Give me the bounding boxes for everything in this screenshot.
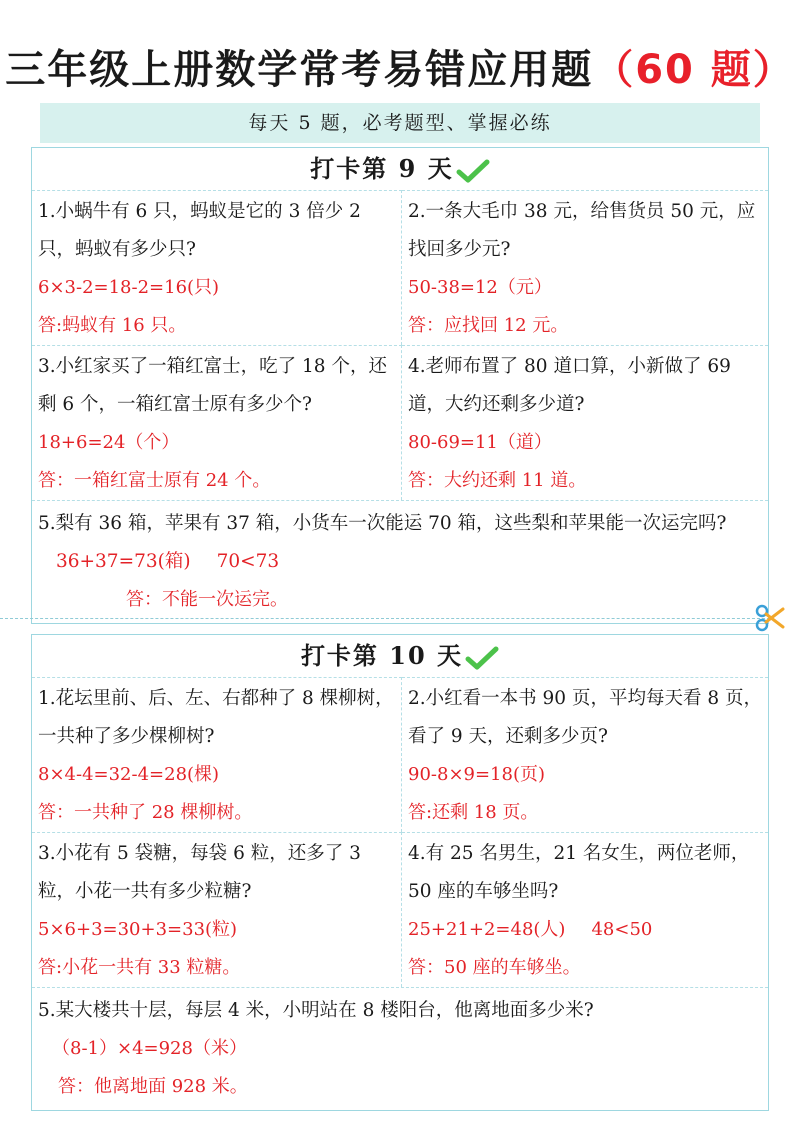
day-9-grid [32, 190, 768, 500]
cut-line [0, 618, 770, 619]
problem-1 [32, 677, 402, 832]
answer-text: 答：一共种了 28 棵柳树。 [38, 802, 253, 823]
day-10-card [31, 634, 769, 1111]
page-title [5, 47, 795, 93]
page-header [0, 38, 800, 95]
solution-text: 36+37=73(箱) [56, 551, 191, 572]
answer-text: 答：不能一次运完。 [126, 589, 288, 610]
problem-2 [402, 190, 768, 345]
problem-4 [402, 345, 768, 500]
day-10-heading [32, 635, 768, 677]
answer-text: 答：50 座的车够坐。 [408, 957, 581, 978]
solution-text: 90-8×9=18(页) [408, 764, 546, 785]
question-text: 2.一条大毛巾 38 元，给售货员 50 元，应找回多少元? [408, 201, 756, 260]
problem-5 [32, 500, 768, 623]
question-line [38, 505, 762, 581]
subtitle-banner: 每天 5 题，必考题型、掌握必练 [40, 103, 760, 143]
comparison-text: 48<50 [591, 919, 653, 940]
question-text: 3.小红家买了一箱红富士，吃了 18 个，还剩 6 个，一箱红富士原有多少个? [38, 356, 387, 415]
comparison-text: 70<73 [216, 551, 280, 572]
solution-text: 5×6+3=30+3=33(粒) [38, 919, 238, 940]
scissors-icon [754, 603, 786, 633]
problem-1 [32, 190, 402, 345]
answer-text: 答：一箱红富士原有 24 个。 [38, 470, 271, 491]
solution-text: 8×4-4=32-4=28(棵) [38, 764, 220, 785]
day-9-card [31, 147, 769, 624]
question-text: 4.有 25 名男生，21 名女生，两位老师，50 座的车够坐吗? [408, 843, 750, 902]
problem-3 [32, 345, 402, 500]
problem-5 [32, 987, 768, 1110]
question-text: 5.某大楼共十层，每层 4 米，小明站在 8 楼阳台，他离地面多少米? [38, 1000, 594, 1021]
day-9-heading [32, 148, 768, 190]
solution-line [408, 911, 762, 949]
solution-text: 18+6=24（个） [38, 432, 180, 453]
answer-text: 答：大约还剩 11 道。 [408, 470, 587, 491]
title-count-text: 60 题 [635, 47, 753, 93]
question-text: 5.梨有 36 箱，苹果有 37 箱，小货车一次能运 70 箱，这些梨和苹果能一次运完吗? [38, 513, 727, 534]
answer-text: 答:小花一共有 33 粒糖。 [38, 957, 241, 978]
problem-3 [32, 832, 402, 987]
answer-text: 答:蚂蚁有 16 只。 [38, 315, 187, 336]
question-text: 4.老师布置了 80 道口算，小新做了 69 道，大约还剩多少道? [408, 356, 731, 415]
question-text: 2.小红看一本书 90 页，平均每天看 8 页，看了 9 天，还剩多少页? [408, 688, 762, 747]
title-count [593, 47, 795, 93]
day-10-grid [32, 677, 768, 987]
question-text: 1.花坛里前、后、左、右都种了 8 棵柳树，一共种了多少棵柳树? [38, 688, 394, 747]
answer-text: 答：应找回 12 元。 [408, 315, 569, 336]
day-10-heading-text: 打卡第 10 天 [300, 641, 464, 670]
solution-text: 50-38=12（元） [408, 277, 552, 298]
answer-text: 答：他离地面 928 米。 [58, 1076, 248, 1097]
question-text: 1.小蜗牛有 6 只，蚂蚁是它的 3 倍少 2 只，蚂蚁有多少只? [38, 201, 361, 260]
problem-4 [402, 832, 768, 987]
checkmark-icon [465, 646, 499, 670]
question-text: 3.小花有 5 袋糖，每袋 6 粒，还多了 3 粒，小花一共有多少粒糖? [38, 843, 361, 902]
title-paren-open: （ [593, 47, 636, 93]
solution-text: 80-69=11（道） [408, 432, 552, 453]
checkmark-icon [456, 159, 490, 183]
solution-text: 6×3-2=18-2=16(只) [38, 277, 220, 298]
solution-text: 25+21+2=48(人) [408, 919, 566, 940]
day-9-heading-text: 打卡第 9 天 [310, 154, 454, 183]
solution-text: （8-1）×4=928（米） [52, 1038, 247, 1059]
title-paren-close: ） [752, 47, 795, 93]
answer-text: 答:还剩 18 页。 [408, 802, 539, 823]
title-text: 三年级上册数学常考易错应用题 [5, 47, 594, 93]
problem-2 [402, 677, 768, 832]
